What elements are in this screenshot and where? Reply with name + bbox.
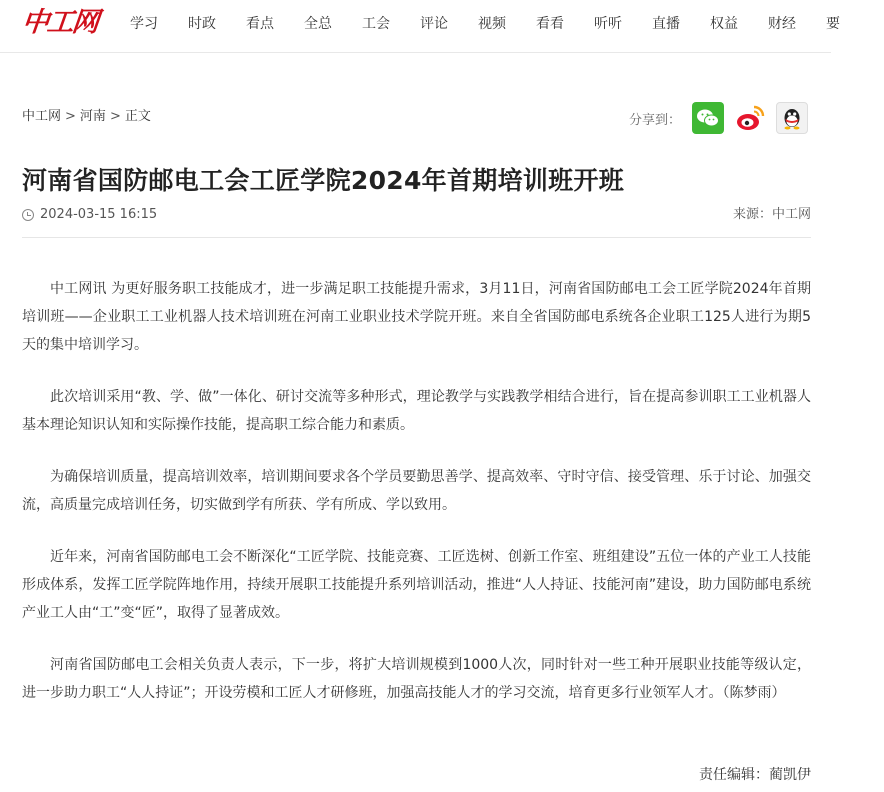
- weibo-icon[interactable]: [734, 102, 766, 134]
- article-body: [22, 275, 811, 731]
- nav-item-acftu[interactable]: 全总: [304, 16, 332, 32]
- article-source: 来源：中工网: [732, 207, 811, 222]
- nav-item-commentary[interactable]: 评论: [420, 16, 448, 32]
- breadcrumb-home[interactable]: 中工网: [22, 109, 62, 124]
- top-navigation-bar: [0, 0, 840, 53]
- nav-item-union[interactable]: 工会: [362, 16, 390, 32]
- article-paragraph: 此次培训采用“教、学、做”一体化、研讨交流等多种形式，理论教学与实践教学相结合进行，旨在提高参训职工工业机器人基本理论知识认知和实际操作技能，提高职工综合能力和素质。: [22, 389, 811, 433]
- nav-item-study[interactable]: 学习: [130, 16, 158, 32]
- article-paragraph: 为确保培训质量，提高培训效率，培训期间要求各个学员要勤思善学、提高效率、守时守信、接受管理、乐于讨论、加强交流，高质量完成培训任务，切实做到学有所获、学有所成、学以致用。: [22, 469, 811, 513]
- article-title: 河南省国防邮电工会工匠学院2024年首期培训班开班: [22, 166, 625, 195]
- nav-item-more[interactable]: 要: [826, 16, 840, 32]
- breadcrumb-separator: >: [109, 109, 121, 124]
- site-logo[interactable]: 中工网: [20, 7, 99, 38]
- article-meta: [22, 205, 811, 225]
- nav-item-politics[interactable]: 时政: [188, 16, 216, 32]
- nav-item-live[interactable]: 直播: [652, 16, 680, 32]
- share-bar: [629, 102, 818, 134]
- nav-item-listen[interactable]: 听听: [594, 16, 622, 32]
- breadcrumb: [22, 107, 151, 127]
- nav-item-rights[interactable]: 权益: [710, 16, 738, 32]
- wechat-icon[interactable]: [692, 102, 724, 134]
- nav-item-video[interactable]: 视频: [478, 16, 506, 32]
- nav-item-highlights[interactable]: 看点: [246, 16, 274, 32]
- article-paragraph: 中工网讯 为更好服务职工技能成才，进一步满足职工技能提升需求，3月11日，河南省国防邮电工会工匠学院2024年首期培训班——企业职工工业机器人技术培训班在河南工业职业技术学院开班。来自全省国防邮电系统各企业职工125人进行为期5天的集中培训学习。: [22, 281, 811, 353]
- divider: [22, 237, 811, 238]
- breadcrumb-separator: >: [65, 109, 76, 124]
- nav-item-watch[interactable]: 看看: [536, 16, 564, 32]
- article-paragraph: 河南省国防邮电工会相关负责人表示，下一步，将扩大培训规模到1000人次，同时针对一些工种开展职业技能等级认定，进一步助力职工“人人持证”；开设劳模和工匠人才研修班，加强高技能人才的学习交流，培育更多行业领军人才。（陈梦雨）: [22, 657, 811, 701]
- article-paragraph: 近年来，河南省国防邮电工会不断深化“工匠学院、技能竞赛、工匠选树、创新工作室、班组建设”五位一体的产业工人技能形成体系，发挥工匠学院阵地作用，持续开展职工技能提升系列培训活动，推进“人人持证、技能河南”建设，助力国防邮电系统产业工人由“工”变“匠”，取得了显著成效。: [22, 549, 811, 621]
- publish-datetime: 2024-03-15 16:15: [40, 207, 158, 222]
- clock-icon: [22, 209, 34, 221]
- main-nav: [130, 0, 884, 48]
- publish-time: [22, 205, 157, 225]
- responsible-editor: 责任编辑：蔺凯伊: [699, 767, 811, 783]
- breadcrumb-section[interactable]: 河南: [79, 109, 106, 124]
- share-label: 分享到：: [629, 112, 682, 128]
- nav-item-finance[interactable]: 财经: [768, 16, 796, 32]
- qq-icon[interactable]: [776, 102, 808, 134]
- breadcrumb-current: 正文: [124, 109, 151, 124]
